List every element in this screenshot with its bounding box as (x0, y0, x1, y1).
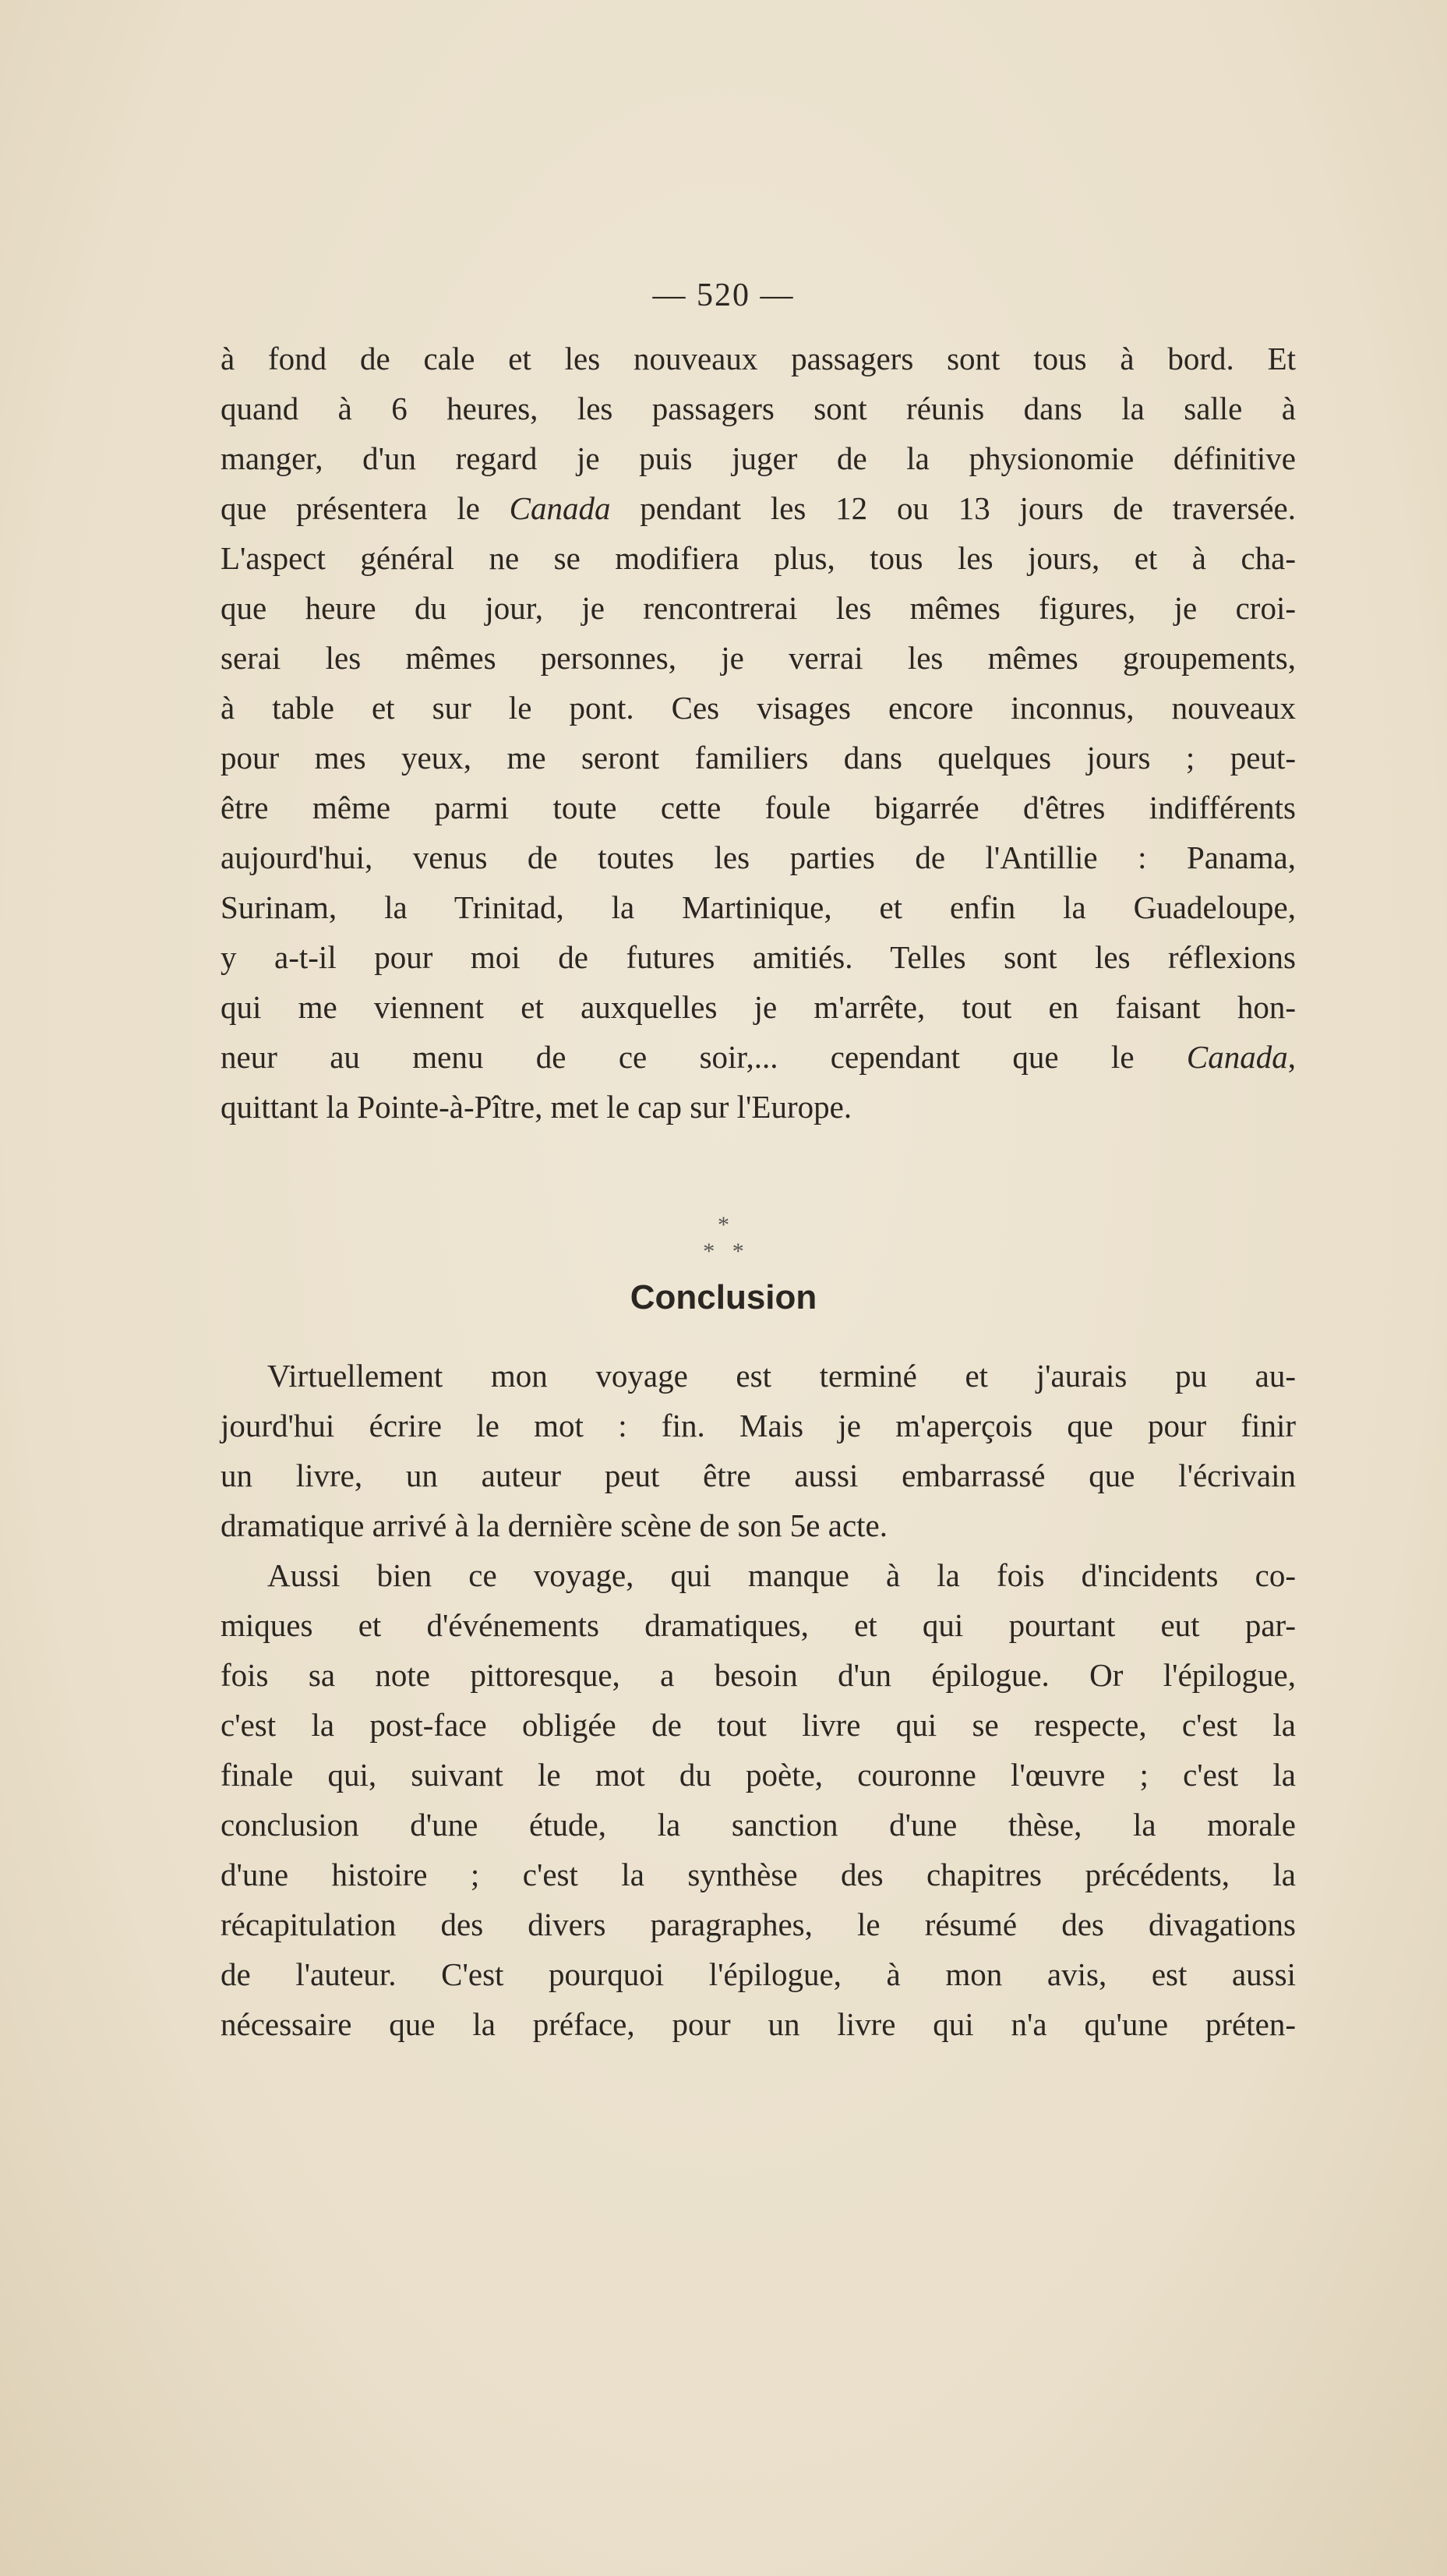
section-heading: Conclusion (630, 1278, 817, 1316)
text-line: serai les mêmes personnes, je verrai les mêmes groupements, (221, 640, 1296, 676)
asterism-bottom: * * (703, 1239, 744, 1264)
text-line: de l'auteur. C'est pourquoi l'épilogue, à mon avis, est aussi (221, 1956, 1296, 1992)
paragraph-text-2 (221, 1351, 1296, 2049)
text-line: Aussi bien ce voyage, qui manque à la fois d'incidents co- (267, 1557, 1296, 1593)
text-line: d'une histoire ; c'est la synthèse des chapitres précédents, la (221, 1857, 1296, 1892)
text-line: neur au menu de ce soir,... cependant que le Canada, (221, 1039, 1296, 1075)
text-line: Virtuellement mon voyage est terminé et j'aurais pu au- (267, 1358, 1296, 1394)
text-line: nécessaire que la préface, pour un livre qui n'a qu'une préten- (221, 2006, 1296, 2042)
text-line: que heure du jour, je rencontrerai les mêmes figures, je croi- (221, 590, 1296, 626)
text-line: un livre, un auteur peut être aussi embarrassé que l'écrivain (221, 1458, 1296, 1493)
text-line: dramatique arrivé à la dernière scène de son 5e acte. (221, 1507, 888, 1543)
text-line: aujourd'hui, venus de toutes les parties de l'Antillie : Panama, (221, 839, 1296, 875)
text-line: y a-t-il pour moi de futures amitiés. Telles sont les réflexions (221, 939, 1296, 975)
text-line: c'est la post-face obligée de tout livre qui se respecte, c'est la (221, 1707, 1296, 1743)
text-line: quittant la Pointe-à-Pître, met le cap sur l'Europe. (221, 1089, 852, 1125)
text-line: à table et sur le pont. Ces visages encore inconnus, nouveaux (221, 690, 1296, 726)
paragraph-text-1 (221, 334, 1296, 1132)
page-number: — 520 — (652, 277, 795, 313)
text-line: pour mes yeux, me seront familiers dans quelques jours ; peut- (221, 740, 1296, 776)
text-line: manger, d'un regard je puis juger de la physionomie définitive (221, 440, 1296, 476)
ship-name-italic: Canada (1186, 1039, 1288, 1075)
text-line: récapitulation des divers paragraphes, le résumé des divagations (221, 1906, 1296, 1942)
text-line: L'aspect général ne se modifiera plus, tous les jours, et à cha- (221, 540, 1296, 576)
text-line: Surinam, la Trinitad, la Martinique, et enfin la Guadeloupe, (221, 889, 1296, 925)
text-line: conclusion d'une étude, la sanction d'une thèse, la morale (221, 1807, 1296, 1843)
text-line: quand à 6 heures, les passagers sont réunis dans la salle à (221, 390, 1296, 426)
section-separator-asterism (0, 1212, 1447, 1265)
text-line: être même parmi toute cette foule bigarrée d'êtres indifférents (221, 790, 1296, 825)
ship-name-italic: Canada (509, 490, 611, 526)
text-line: finale qui, suivant le mot du poète, couronne l'œuvre ; c'est la (221, 1757, 1296, 1793)
text-line: fois sa note pittoresque, a besoin d'un épilogue. Or l'épilogue, (221, 1657, 1296, 1693)
text-line: qui me viennent et auxquelles je m'arrête, tout en faisant hon- (221, 989, 1296, 1025)
text-line: miques et d'événements dramatiques, et qui pourtant eut par- (221, 1607, 1296, 1643)
asterism-top: * (718, 1212, 729, 1238)
text-line: que présentera le Canada pendant les 12 ou 13 jours de traversée. (221, 490, 1296, 526)
text-line: jourd'hui écrire le mot : fin. Mais je m'aperçois que pour finir (221, 1408, 1296, 1443)
text-line: à fond de cale et les nouveaux passagers sont tous à bord. Et (221, 341, 1296, 376)
